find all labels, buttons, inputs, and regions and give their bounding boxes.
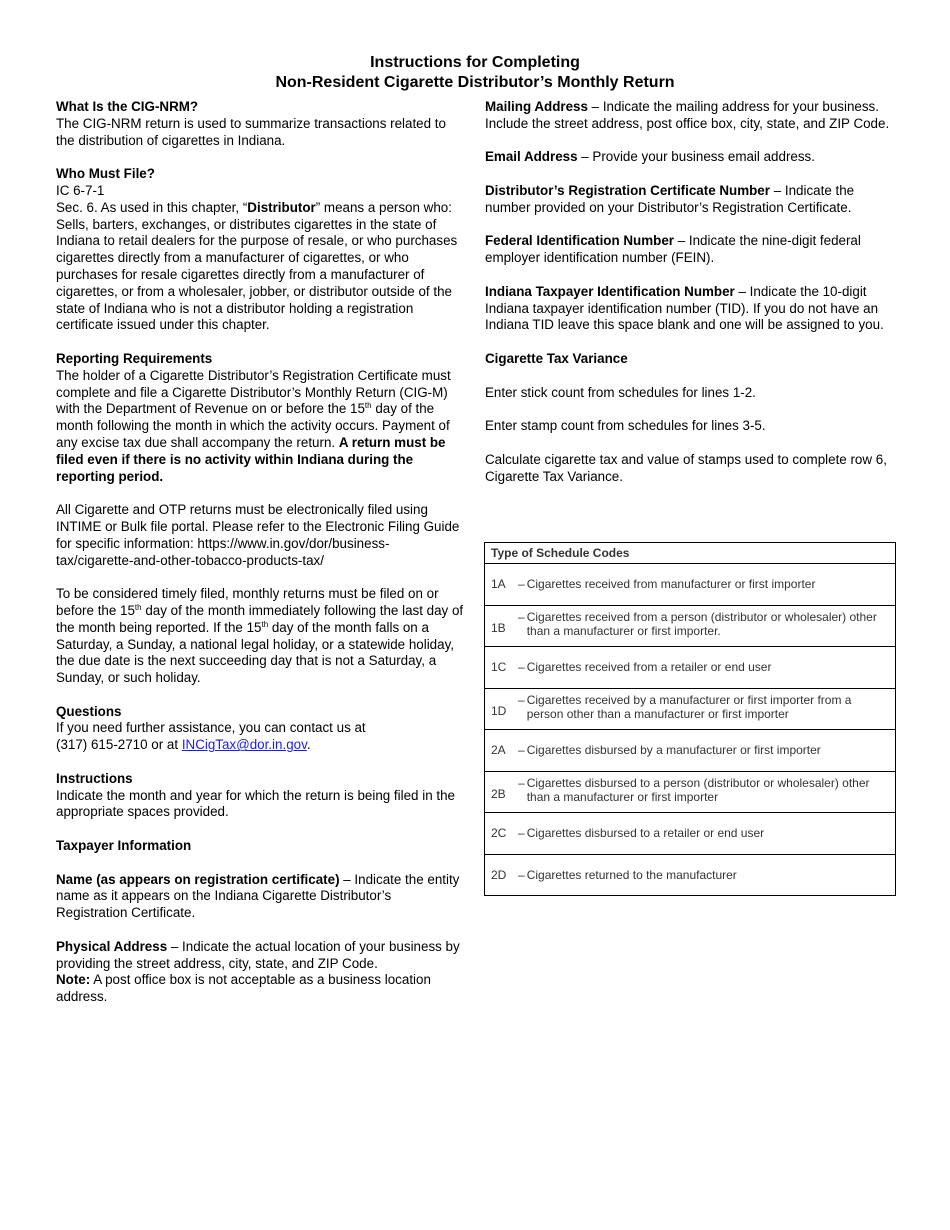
note-bold: Note: — [56, 972, 91, 988]
timely-text-2: day of the month immediately following the last day of the month being reported. If the 15 — [56, 602, 464, 635]
questions-email-link[interactable]: INCigTax@dor.in.gov — [181, 737, 307, 753]
tid-bold: Indiana Taxpayer Identification Number — [485, 283, 735, 299]
reporting-sup: th — [364, 401, 372, 411]
timely-text-1: To be considered timely filed, monthly returns must be filed on or before the 15 — [56, 586, 439, 618]
schedule-code: 1A — [491, 577, 506, 591]
schedule-code: 2B — [491, 786, 506, 801]
schedule-codes-header: Type of Schedule Codes — [485, 543, 895, 564]
reporting-heading: Reporting Requirements — [56, 350, 213, 366]
section-variance — [485, 351, 895, 368]
variance-text-3: Calculate cigarette tax and value of stamps used to complete row 6, Cigarette Tax Variance. — [485, 451, 887, 484]
note-text: A post office box is not acceptable as a business location address. — [56, 972, 431, 1005]
schedule-code-row — [485, 772, 895, 814]
section-mailing — [485, 99, 895, 133]
schedule-code: 1B — [491, 620, 506, 635]
timely-sup-2: th — [261, 619, 269, 629]
schedule-code-row — [485, 564, 895, 606]
schedule-code-dash: – — [518, 692, 525, 707]
right-column — [485, 99, 895, 502]
section-registration — [485, 183, 895, 217]
schedule-code-dash: – — [518, 577, 525, 591]
schedule-codes-table — [484, 542, 896, 896]
schedule-code: 1C — [491, 660, 507, 674]
schedule-code-row — [485, 730, 895, 772]
reporting-text-1: The holder of a Cigarette Distributor’s Registration Certificate must complete and file a Cigarette Distributor’s Monthly Return (CIG-M) with the Department of Revenue on or before the 15 — [56, 367, 451, 417]
variance-heading: Cigarette Tax Variance — [485, 350, 628, 366]
schedule-code-row — [485, 606, 895, 648]
name-text: – Indicate the entity name as it appears on the Indiana Cigarette Distributor’s Registration Certificate. — [56, 871, 460, 921]
section-reporting — [56, 351, 466, 485]
schedule-code-dash: – — [518, 660, 525, 674]
instructions-heading: Instructions — [56, 770, 133, 786]
schedule-code-dash: – — [518, 867, 525, 882]
email-bold: Email Address — [485, 149, 578, 165]
who-text-1: Sec. 6. As used in this chapter, “ — [56, 199, 248, 215]
schedule-code-row — [485, 689, 895, 731]
who-text-2: ” means a person who: Sells, barters, exchanges, or distributes cigarettes in the state of Indiana to retail dealers for the purpose of resale, or who purchases cigarettes directly from a manufacturer of cigarettes, or who purchases for resale cigarettes directly from a manufacturer of cigarettes, or from a wholesaler, jobber, or distributor outside of the state of Indiana who is not a distributor holding a registration certificate issued under this chapter. — [56, 199, 458, 333]
section-fein — [485, 233, 895, 267]
physical-text: – Indicate the actual location of your business by providing the street address, city, state, and ZIP Code. — [56, 938, 460, 971]
schedule-code-description: Cigarettes disbursed to a retailer or end user — [526, 826, 765, 840]
schedule-code-row — [485, 647, 895, 689]
schedule-code-dash: – — [518, 775, 525, 790]
what-heading: What Is the CIG-NRM? — [56, 99, 199, 114]
what-text: The CIG-NRM return is used to summarize transactions related to the distribution of cigarettes in Indiana. — [56, 115, 446, 148]
timely-sup-1: th — [134, 602, 142, 612]
schedule-code-description: Cigarettes disbursed by a manufacturer or first importer — [526, 743, 821, 757]
schedule-code-dash: – — [518, 826, 525, 840]
section-name — [56, 872, 466, 922]
questions-text-2: (317) 615-2710 or at — [56, 737, 182, 753]
section-email — [485, 149, 895, 166]
title-line-2: Non-Resident Cigarette Distributor’s Monthly Return — [275, 74, 675, 91]
schedule-code-description: Cigarettes received from a retailer or end user — [526, 660, 772, 674]
title-line-1: Instructions for Completing — [370, 54, 580, 71]
instructions-text: Indicate the month and year for which the return is being filed in the appropriate spaces provided. — [56, 787, 455, 820]
variance-text-1: Enter stick count from schedules for lines 1-2. — [485, 384, 756, 400]
who-heading: Who Must File? — [56, 166, 155, 182]
section-who — [56, 166, 466, 334]
left-column — [56, 99, 466, 1023]
email-text: – Provide your business email address. — [577, 149, 815, 165]
who-code: IC 6-7-1 — [56, 182, 105, 198]
physical-bold: Physical Address — [56, 938, 168, 954]
schedule-code-description: Cigarettes returned to the manufacturer — [526, 867, 737, 882]
schedule-code-dash: – — [518, 609, 525, 624]
section-taxpayer — [56, 838, 466, 855]
who-bold: Distributor — [247, 199, 316, 215]
schedule-code-description: Cigarettes received by a manufacturer or first importer from a person other than a manufacturer or first importer — [526, 692, 852, 721]
schedule-code-row — [485, 855, 895, 896]
section-what — [56, 99, 466, 149]
questions-heading: Questions — [56, 703, 122, 719]
reg-bold: Distributor’s Registration Certificate Number — [485, 182, 770, 198]
tid-text: – Indicate the 10-digit Indiana taxpayer identification number (TID). If you do not have an Indiana TID leave this space blank and one will be assigned to you. — [485, 283, 884, 333]
timely-text-3: day of the month falls on a Saturday, a Sunday, a national legal holiday, or a statewide holiday, the due date is the next succeeding day that is not a Saturday, a Sunday, or such holiday. — [56, 619, 455, 686]
schedule-code: 2C — [491, 826, 507, 840]
schedule-code-dash: – — [518, 743, 525, 757]
questions-text-3: . — [306, 737, 311, 753]
schedule-code: 2A — [491, 743, 506, 757]
section-physical — [56, 939, 466, 1006]
schedule-code: 1D — [491, 703, 507, 718]
schedule-codes-body — [485, 564, 895, 895]
variance-text-2: Enter stamp count from schedules for lines 3-5. — [485, 418, 766, 434]
schedule-code: 2D — [491, 867, 507, 882]
reporting-text-2: day of the month following the month in which the activity occurs. Payment of any excise tax due shall accompany the return. — [56, 401, 450, 450]
questions-text-1: If you need further assistance, you can contact us at — [56, 720, 366, 736]
schedule-code-row — [485, 813, 895, 855]
fein-bold: Federal Identification Number — [485, 233, 674, 249]
section-tid — [485, 284, 895, 334]
section-instructions — [56, 771, 466, 821]
schedule-code-description: Cigarettes disbursed to a person (distributor or wholesaler) other than a manufacturer or first importer — [526, 775, 870, 804]
page-title — [0, 53, 950, 93]
efile-text: All Cigarette and OTP returns must be electronically filed using INTIME or Bulk file portal. Please refer to the Electronic Filing Guide for specific information: https://www.in.gov/dor/business-tax/cigarette-and-other-tobacco-products-tax/ — [56, 502, 460, 568]
reg-text: – Indicate the number provided on your Distributor’s Registration Certificate. — [485, 182, 855, 215]
schedule-code-description: Cigarettes received from manufacturer or first importer — [526, 577, 816, 591]
mailing-text: – Indicate the mailing address for your business. Include the street address, post office box, city, state, and ZIP Code. — [485, 99, 890, 131]
schedule-code-description: Cigarettes received from a person (distributor or wholesaler) other than a manufacturer or first importer. — [526, 609, 877, 638]
section-questions — [56, 704, 466, 754]
fein-text: – Indicate the nine-digit federal employer identification number (FEIN). — [485, 233, 861, 266]
mailing-bold: Mailing Address — [485, 99, 588, 114]
section-timely — [56, 586, 466, 687]
name-bold: Name (as appears on registration certificate) — [56, 871, 340, 887]
reporting-bold: A return must be filed even if there is no activity within Indiana during the reporting period. — [56, 434, 446, 484]
taxpayer-heading: Taxpayer Information — [56, 838, 192, 854]
